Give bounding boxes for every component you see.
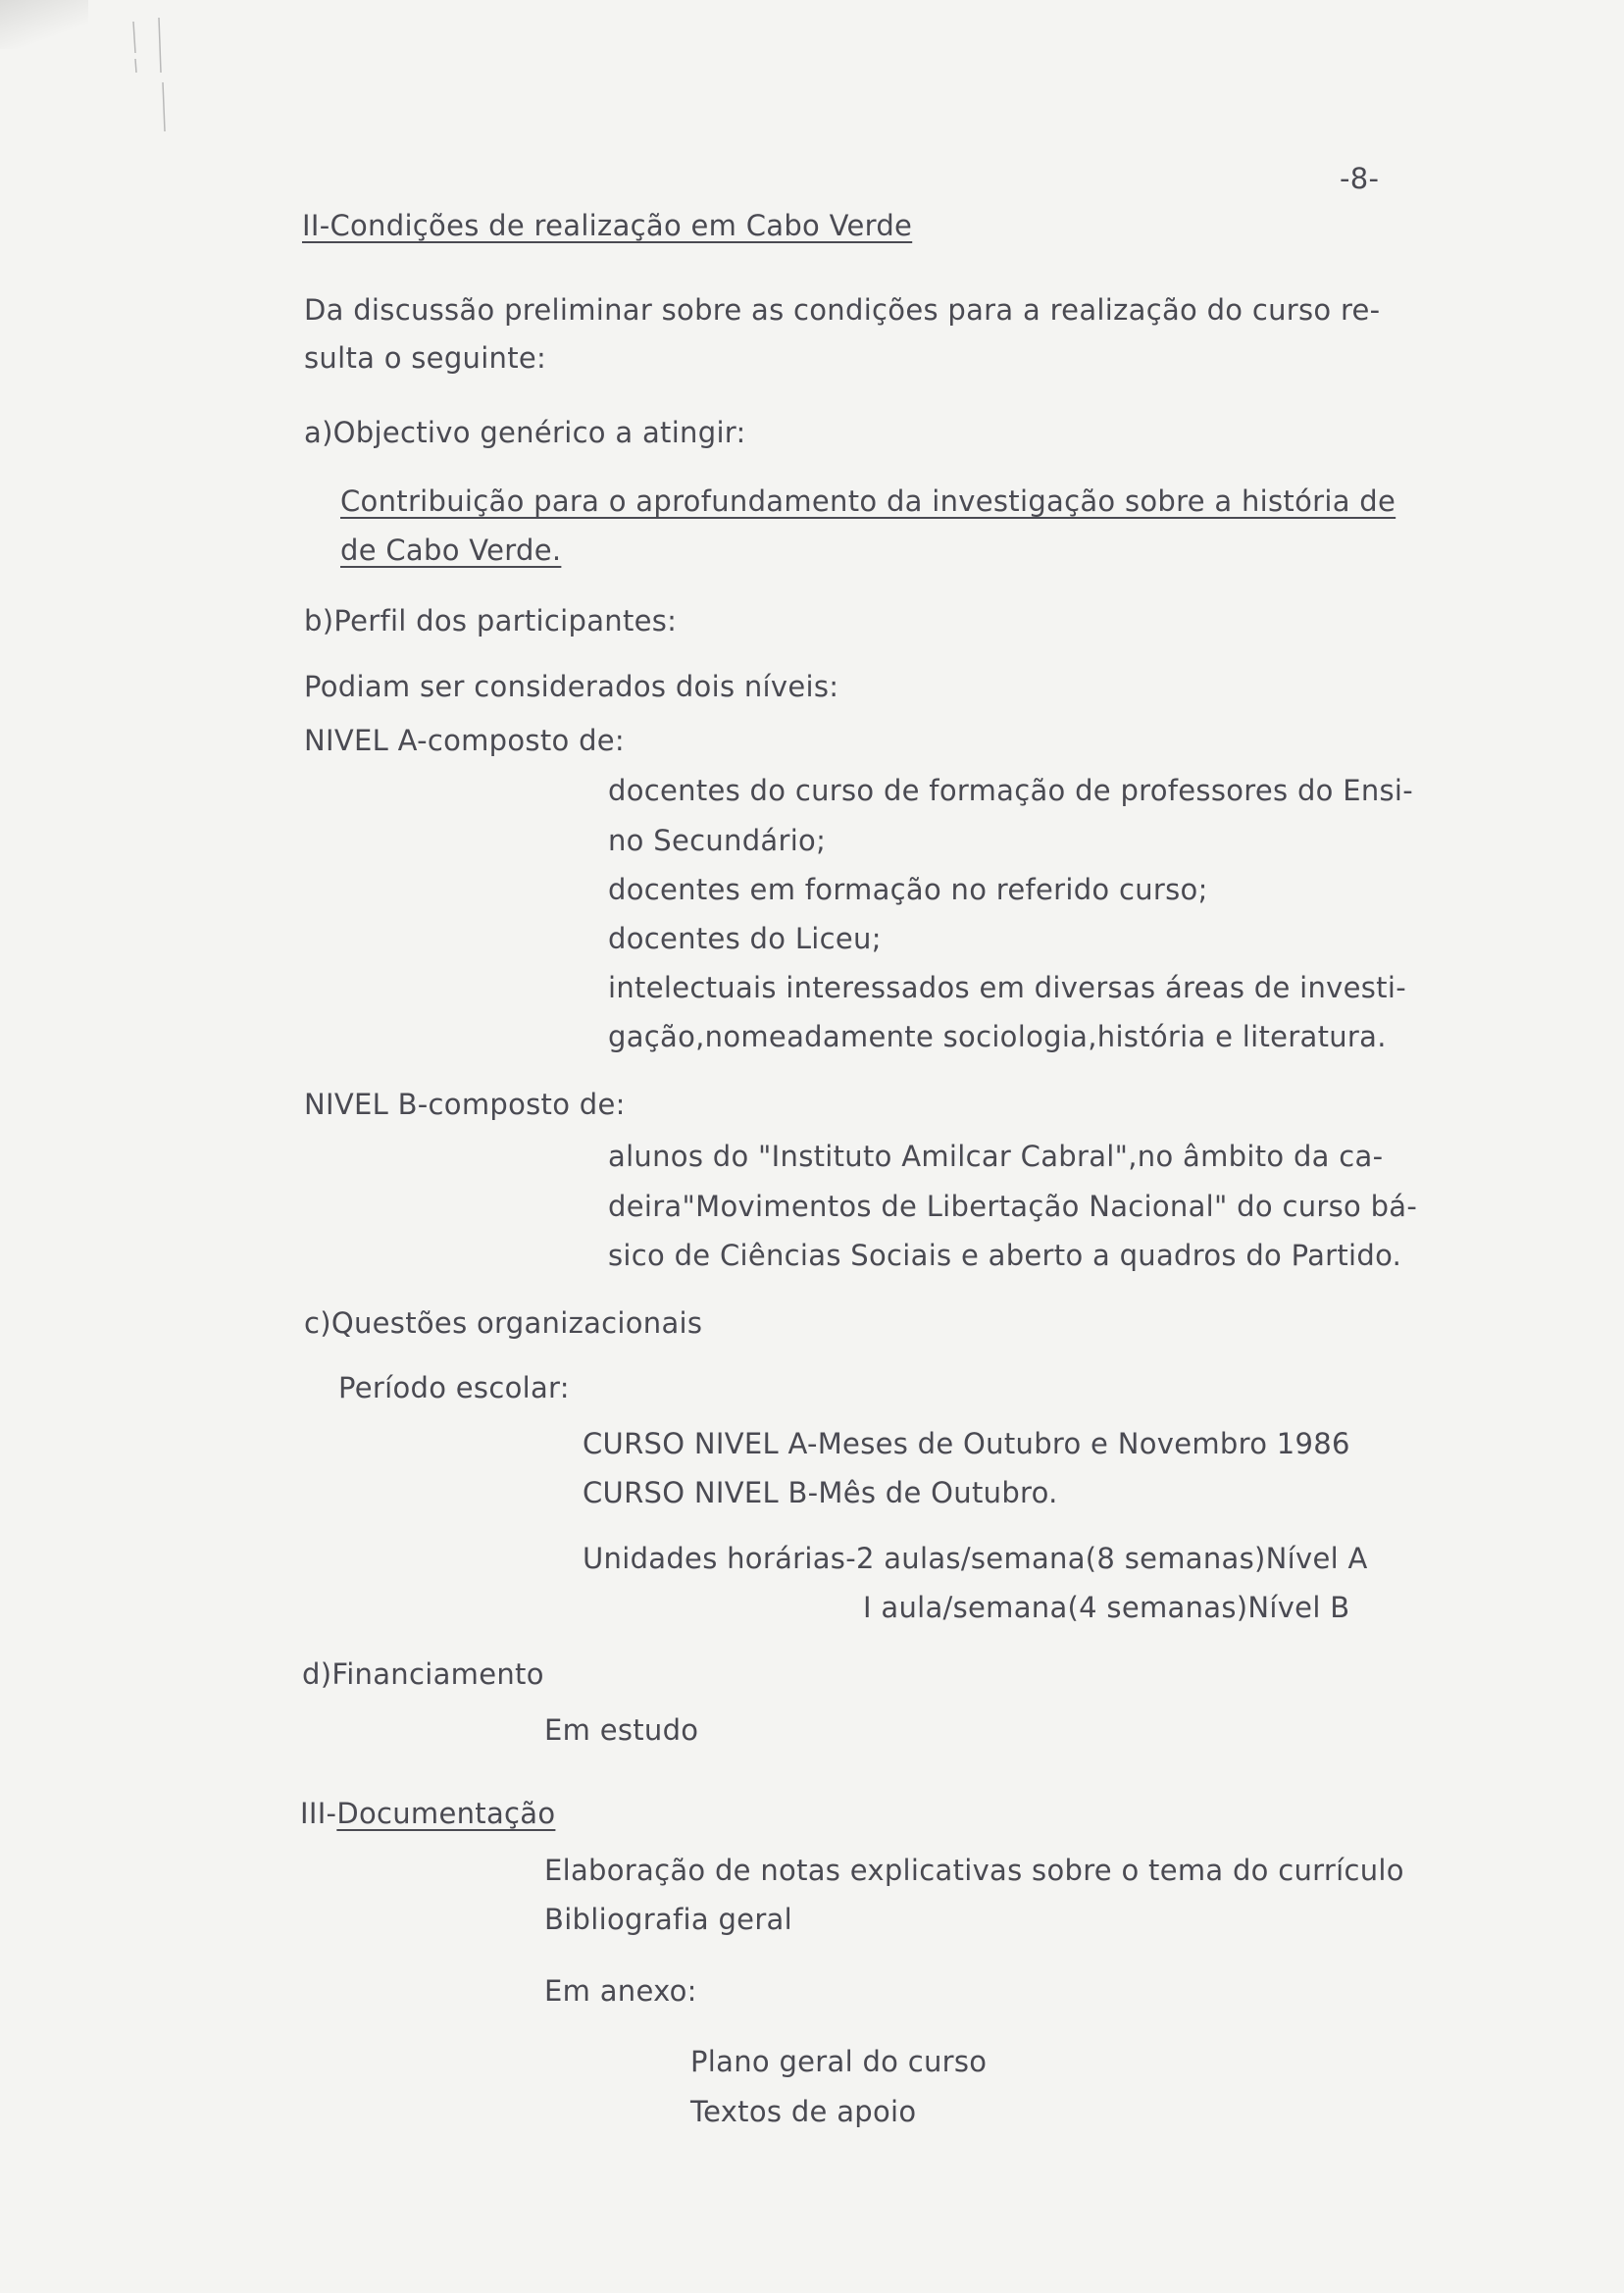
intro-paragraph-line: sulta o seguinte: <box>304 341 547 375</box>
nivel-b-label: NIVEL B-composto de: <box>304 1088 626 1121</box>
anexo-item: Textos de apoio <box>690 2095 917 2128</box>
section-3-heading <box>300 1797 556 1830</box>
nivel-a-line: no Secundário; <box>608 824 827 857</box>
page-corner-fold <box>0 0 88 49</box>
section-heading: II-Condições de realização em Cabo Verde <box>302 209 913 242</box>
anexo-label: Em anexo: <box>544 1974 697 2008</box>
documentation-line: Bibliografia geral <box>544 1903 792 1936</box>
objective-text-line: Contribuição para o aprofundamento da investigação sobre a história de <box>340 484 1396 518</box>
unidades-horarias-b: I aula/semana(4 semanas)Nível B <box>863 1591 1350 1624</box>
nivel-a-line: intelectuais interessados em diversas áreas de investi- <box>608 971 1406 1004</box>
pencil-mark <box>126 14 169 141</box>
objective-text-line: de Cabo Verde. <box>340 534 562 567</box>
nivel-a-line: docentes do Liceu; <box>608 922 882 955</box>
financiamento-value: Em estudo <box>544 1713 699 1747</box>
nivel-b-line: sico de Ciências Sociais e aberto a quadros do Partido. <box>608 1239 1402 1272</box>
anexo-item: Plano geral do curso <box>690 2045 988 2078</box>
subsection-heading-c: c)Questões organizacionais <box>304 1306 703 1340</box>
nivel-a-line: docentes em formação no referido curso; <box>608 873 1208 906</box>
section-3-number: III- <box>300 1797 337 1830</box>
nivel-a-line: gação,nomeadamente sociologia,história e literatura. <box>608 1020 1387 1053</box>
page-number: -8- <box>1340 162 1380 195</box>
subsection-heading-b: b)Perfil dos participantes: <box>304 604 678 637</box>
nivel-b-line: alunos do "Instituto Amilcar Cabral",no âmbito da ca- <box>608 1140 1384 1173</box>
nivel-a-line: docentes do curso de formação de professores do Ensi- <box>608 774 1414 807</box>
nivel-b-line: deira"Movimentos de Libertação Nacional" do curso bá- <box>608 1190 1418 1223</box>
curso-nivel-b: CURSO NIVEL B-Mês de Outubro. <box>583 1476 1058 1509</box>
curso-nivel-a: CURSO NIVEL A-Meses de Outubro e Novembro 1986 <box>583 1427 1350 1460</box>
nivel-a-label: NIVEL A-composto de: <box>304 724 625 757</box>
documentation-line: Elaboração de notas explicativas sobre o tema do currículo <box>544 1854 1404 1887</box>
intro-paragraph-line: Da discussão preliminar sobre as condições para a realização do curso re- <box>304 293 1381 327</box>
periodo-escolar-label: Período escolar: <box>338 1371 570 1404</box>
subsection-heading-d: d)Financiamento <box>302 1657 544 1691</box>
section-3-title: Documentação <box>336 1797 556 1830</box>
unidades-horarias-a: Unidades horárias-2 aulas/semana(8 semanas)Nível A <box>583 1542 1368 1575</box>
levels-intro: Podiam ser considerados dois níveis: <box>304 670 839 703</box>
subsection-heading-a: a)Objectivo genérico a atingir: <box>304 416 746 449</box>
